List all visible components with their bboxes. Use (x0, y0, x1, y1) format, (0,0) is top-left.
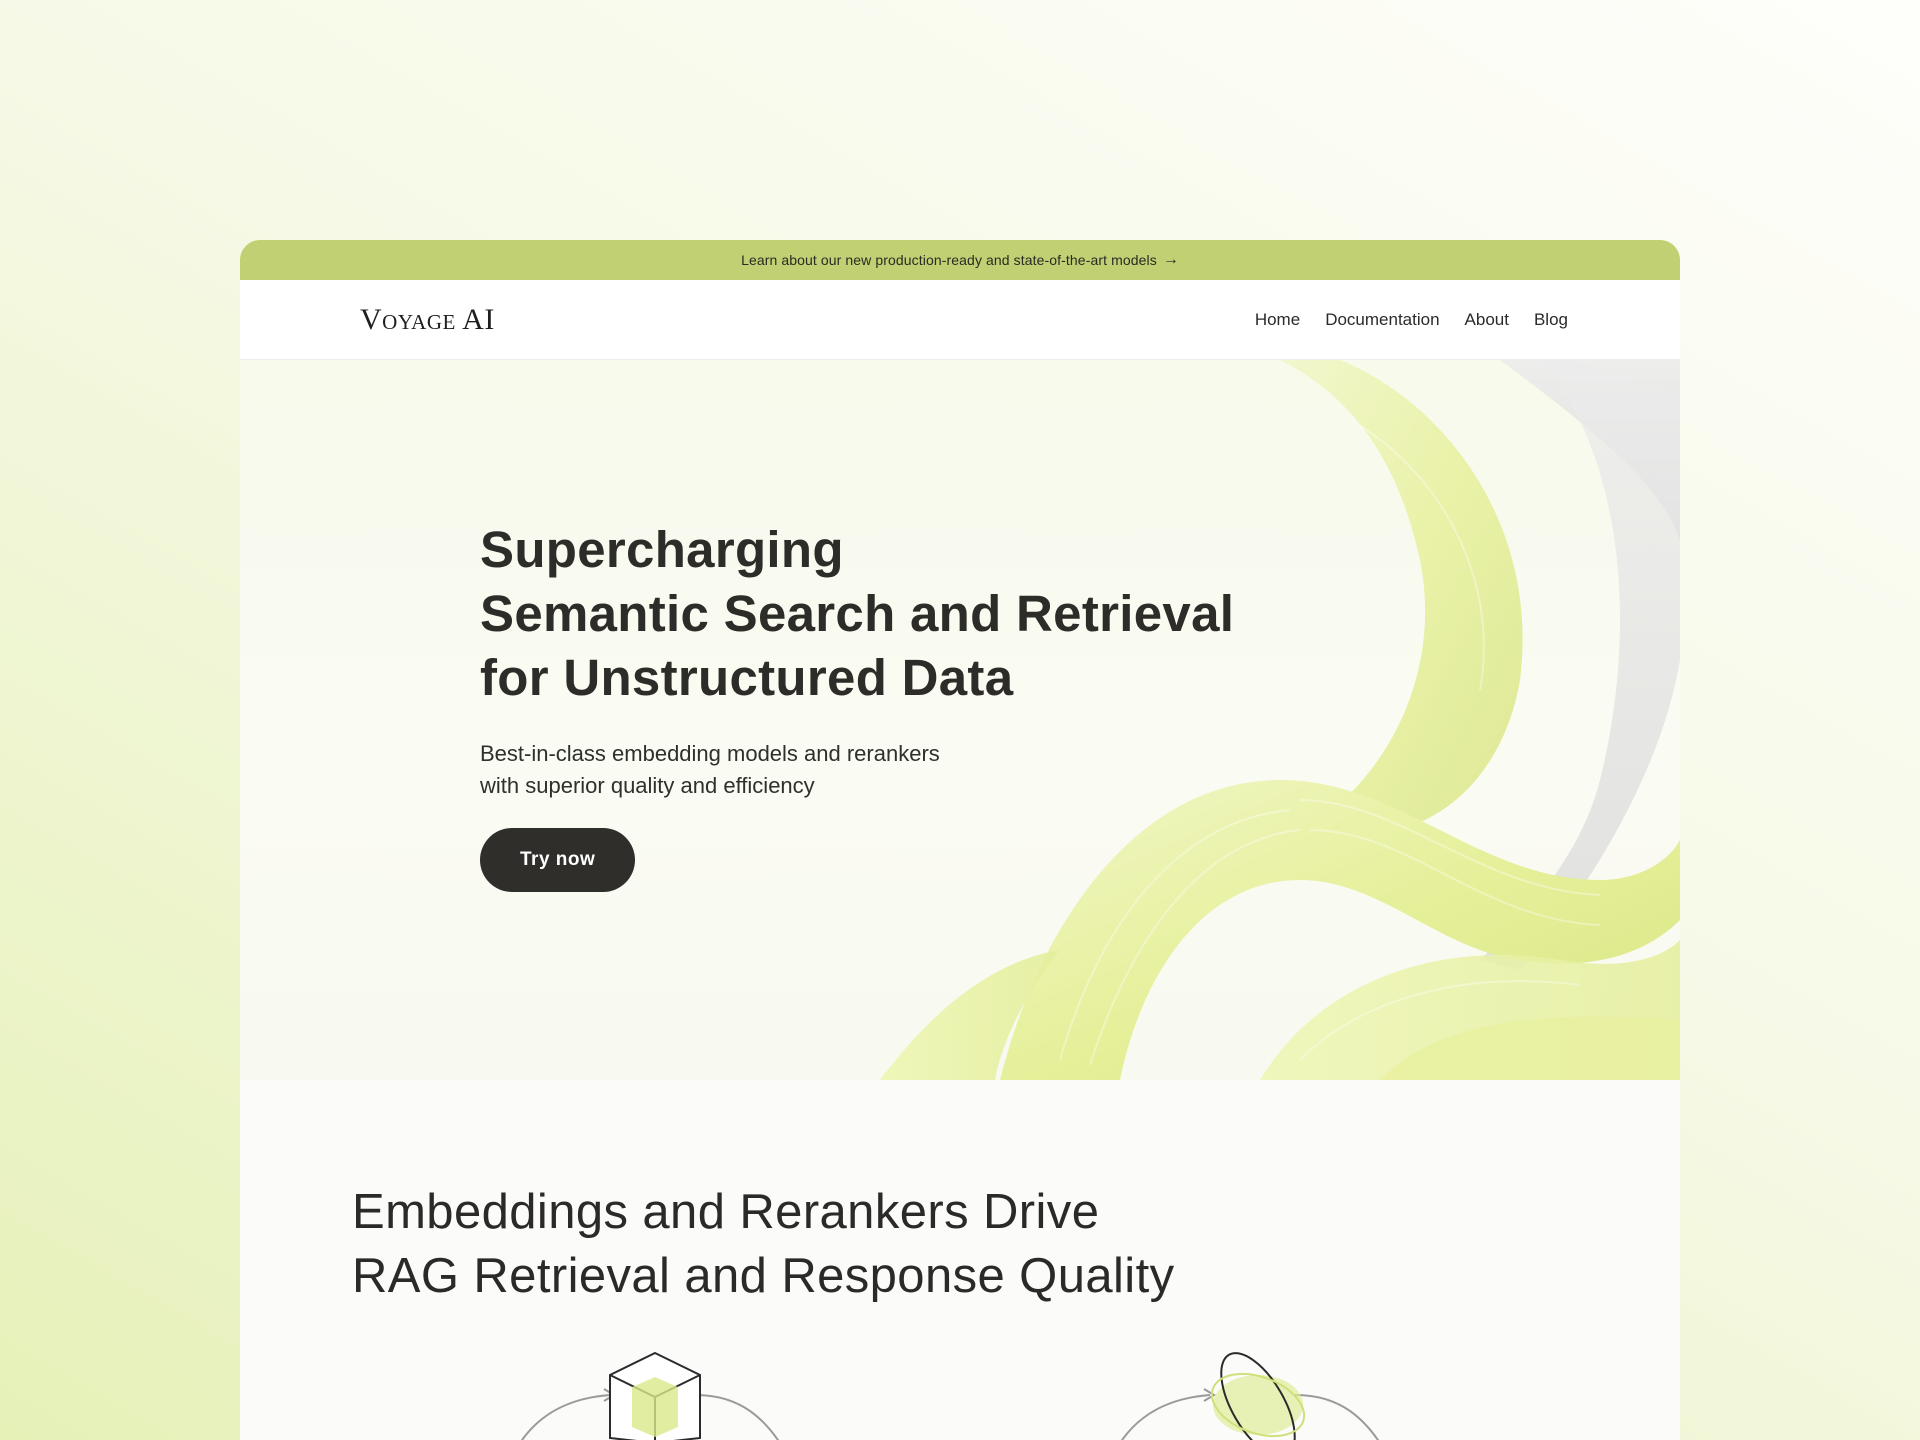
hero-subtitle (480, 738, 1300, 802)
hero-subtitle-line: with superior quality and efficiency (480, 773, 815, 798)
section-title (352, 1180, 1680, 1308)
main-nav (1255, 310, 1568, 330)
hero-title-line: Semantic Search and Retrieval (480, 585, 1235, 642)
logo[interactable]: Voyage AI (360, 302, 495, 336)
announcement-banner[interactable] (240, 240, 1680, 280)
section-title-line: RAG Retrieval and Response Quality (352, 1249, 1175, 1303)
hero-title-line: Supercharging (480, 521, 844, 578)
section-title-line: Embeddings and Rerankers Drive (352, 1185, 1100, 1239)
nav-documentation[interactable]: Documentation (1325, 309, 1440, 329)
hero-title-line: for Unstructured Data (480, 649, 1014, 706)
nav-about[interactable]: About (1464, 309, 1509, 329)
hero-section (240, 360, 1680, 1080)
hero-subtitle-line: Best-in-class embedding models and rerankers (480, 741, 940, 766)
hero-title (480, 518, 1300, 710)
arrow-right-icon: → (1162, 251, 1179, 268)
announcement-text: Learn about our new production-ready and state-of-the-art models (741, 252, 1157, 268)
top-navbar (240, 280, 1680, 360)
try-now-button[interactable]: Try now (480, 828, 635, 892)
orbit-cycle-icon (1100, 1343, 1400, 1440)
features-section (240, 1080, 1680, 1308)
hero-content (480, 518, 1300, 892)
cube-cycle-icon (500, 1343, 800, 1440)
page-frame (240, 240, 1680, 1440)
nav-home[interactable]: Home (1254, 309, 1301, 329)
nav-blog[interactable]: Blog (1533, 309, 1568, 329)
